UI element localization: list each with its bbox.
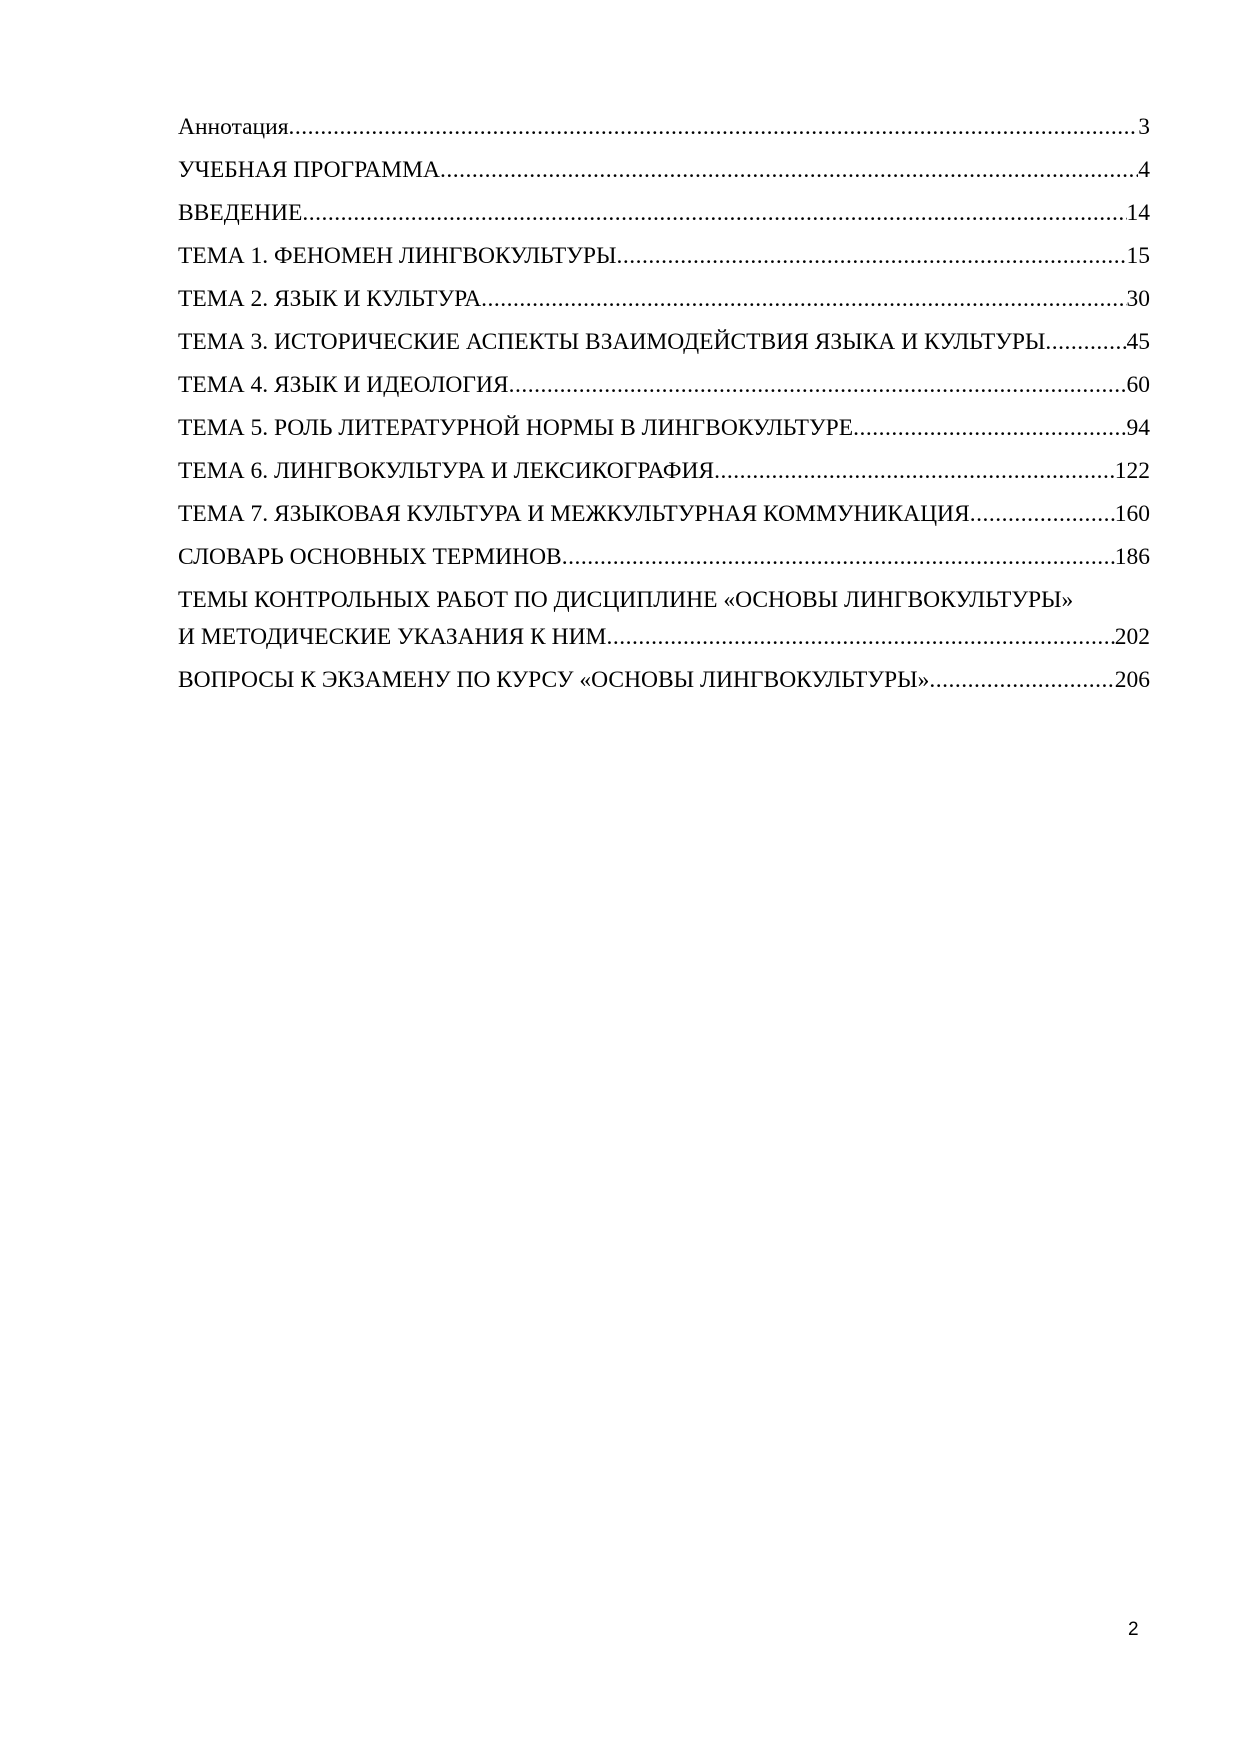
toc-entry-title: ТЕМА 3. ИСТОРИЧЕСКИЕ АСПЕКТЫ ВЗАИМОДЕЙСТВИЯ ЯЗЫКА И КУЛЬТУРЫ (178, 329, 1046, 355)
dot-leader (440, 156, 1138, 184)
toc-entry-page: 30 (1126, 286, 1150, 312)
toc-entry-page: 160 (1114, 501, 1150, 527)
toc-entry-page: 45 (1126, 329, 1150, 355)
toc-entry-page: 122 (1114, 458, 1150, 484)
dot-leader (606, 623, 1114, 651)
toc-entry-title: ТЕМА 7. ЯЗЫКОВАЯ КУЛЬТУРА И МЕЖКУЛЬТУРНАЯ КОММУНИКАЦИЯ (178, 501, 970, 527)
dot-leader (616, 242, 1126, 270)
dot-leader (562, 543, 1115, 571)
toc-entry-topic-2[interactable] (178, 285, 1150, 313)
page-number: 2 (1128, 1619, 1139, 1640)
toc-entry-topic-4[interactable] (178, 371, 1150, 399)
toc-entry-page: 202 (1114, 624, 1150, 650)
toc-entry-title: УЧЕБНАЯ ПРОГРАММА (178, 157, 440, 183)
toc-entry-annotation[interactable] (178, 113, 1150, 141)
dot-leader (970, 500, 1115, 528)
dot-leader (714, 457, 1115, 485)
toc-entry-title: ВОПРОСЫ К ЭКЗАМЕНУ ПО КУРСУ «ОСНОВЫ ЛИНГВОКУЛЬТУРЫ» (178, 667, 930, 693)
toc-entry-topic-5[interactable] (178, 414, 1150, 442)
toc-entry-title: Аннотация (178, 114, 289, 140)
toc-entry-topic-7[interactable] (178, 500, 1150, 528)
toc-entry-title: ТЕМА 6. ЛИНГВОКУЛЬТУРА И ЛЕКСИКОГРАФИЯ (178, 458, 715, 484)
toc-entry-curriculum[interactable] (178, 156, 1150, 184)
toc-entry-page: 60 (1126, 372, 1150, 398)
toc-entry-page: 4 (1138, 157, 1150, 183)
dot-leader (509, 371, 1127, 399)
toc-entry-page: 186 (1114, 544, 1150, 570)
dot-leader (481, 285, 1126, 313)
toc-entry-topic-1[interactable] (178, 242, 1150, 270)
toc-entry-title: ВВЕДЕНИЕ (178, 200, 303, 226)
toc-entry-title: ТЕМА 4. ЯЗЫК И ИДЕОЛОГИЯ (178, 372, 509, 398)
toc-entry-page: 3 (1138, 114, 1150, 140)
toc-entry-introduction[interactable] (178, 199, 1150, 227)
toc-entry-page: 94 (1126, 415, 1150, 441)
toc-entry-title-line-2: И МЕТОДИЧЕСКИЕ УКАЗАНИЯ К НИМ (178, 624, 607, 650)
toc-entry-control-works[interactable] (178, 586, 1150, 651)
dot-leader (853, 414, 1126, 442)
toc-entry-topic-3[interactable] (178, 328, 1150, 356)
toc-entry-title: ТЕМА 2. ЯЗЫК И КУЛЬТУРА (178, 286, 482, 312)
dot-leader (302, 199, 1126, 227)
toc-entry-title: ТЕМА 1. ФЕНОМЕН ЛИНГВОКУЛЬТУРЫ (178, 243, 617, 269)
toc-entry-title: СЛОВАРЬ ОСНОВНЫХ ТЕРМИНОВ (178, 544, 562, 570)
toc-entry-page: 14 (1126, 200, 1150, 226)
toc-entry-page: 15 (1126, 243, 1150, 269)
toc-entry-glossary[interactable] (178, 543, 1150, 571)
toc-entry-title: ТЕМА 5. РОЛЬ ЛИТЕРАТУРНОЙ НОРМЫ В ЛИНГВОКУЛЬТУРЕ (178, 415, 854, 441)
toc-entry-topic-6[interactable] (178, 457, 1150, 485)
dot-leader (929, 666, 1114, 694)
dot-leader (289, 113, 1139, 141)
toc-entry-title-line-1: ТЕМЫ КОНТРОЛЬНЫХ РАБОТ ПО ДИСЦИПЛИНЕ «ОСНОВЫ ЛИНГВОКУЛЬТУРЫ» (178, 587, 1074, 613)
toc-entry-line-2 (178, 623, 1150, 651)
dot-leader (1045, 328, 1126, 356)
toc-entry-page: 206 (1114, 667, 1150, 693)
toc-entry-exam-questions[interactable] (178, 666, 1150, 694)
table-of-contents (178, 113, 1150, 709)
